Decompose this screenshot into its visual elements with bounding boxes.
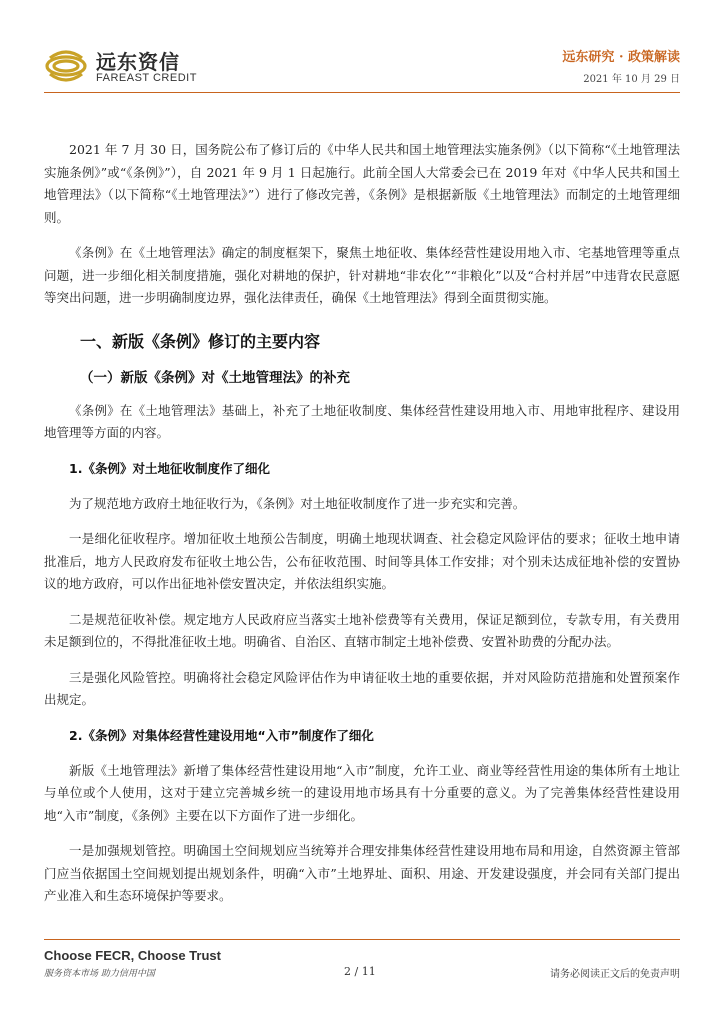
item-title-1: 1.《条例》对土地征收制度作了细化 — [69, 460, 270, 476]
brand-name-en: FAREAST CREDIT — [96, 72, 197, 84]
subsection-title-1: （一）新版《条例》对《土地管理法》的补充 — [80, 369, 350, 386]
item2-paragraph-1: 新版《土地管理法》新增了集体经营性建设用地“入市”制度，允许工业、商业等经营性用途的集体所有土地让与单位或个人使用，这对于建立完善城乡统一的建设用地市场具有十分重要的意义。为了完善集体经营性建设用地“入市”制度，《条例》主要在以下方面作了进一步细化。 — [44, 762, 680, 823]
intro-paragraph-1: 2021 年 7 月 30 日，国务院公布了修订后的《中华人民共和国土地管理法实施条例》（以下简称“《土地管理法实施条例》”或“《条例》”），自 2021 年 9 月 1 日起施行。此前全国人大常委会已在 2019 年对《中华人民共和国土地管理法》（以下简称“《土地管理法》”）进行了修改完善，《条例》是根据新版《土地管理法》而制定的土地管理细则。 — [44, 142, 680, 225]
footer-divider — [44, 939, 680, 940]
brand-name-cn: 远东资信 — [96, 50, 180, 74]
page-number: 2 / 11 — [344, 965, 376, 978]
page-header — [0, 0, 724, 100]
item1-paragraph-3: 二是规范征收补偿。规定地方人民政府应当落实土地补偿费等有关费用，保证足额到位，专款专用，有关费用未足额到位的，不得批准征收土地。明确省、自治区、直辖市制定土地补偿费、安置补助费的分配办法。 — [44, 611, 680, 649]
document-body — [44, 139, 680, 908]
footer-subtitle: 服务资本市场 助力信用中国 — [44, 969, 155, 979]
item2-paragraph-2: 一是加强规划管控。明确国土空间规划应当统筹并合理安排集体经营性建设用地布局和用途，自然资源主管部门应当依据国土空间规划提出规划条件，明确“入市”土地界址、面积、用途、开发建设强度，并会同有关部门提出产业准入和生态环境保护等要求。 — [44, 843, 680, 903]
footer-disclaimer: 请务必阅读正文后的免责声明 — [550, 969, 680, 980]
document-date: 2021 年 10 月 29 日 — [583, 74, 680, 85]
footer-slogan: Choose FECR, Choose Trust — [44, 948, 221, 963]
intro-paragraph-2: 《条例》在《土地管理法》确定的制度框架下，聚焦土地征收、集体经营性建设用地入市、宅基地管理等重点问题，进一步细化相关制度措施，强化对耕地的保护，针对耕地“非农化”“非粮化”以及“合村并居”中违背农民意愿等突出问题，进一步明确制度边界，强化法律责任，确保《土地管理法》得到全面贯彻实施。 — [44, 245, 680, 305]
item1-paragraph-4: 三是强化风险管控。明确将社会稳定风险评估作为申请征收土地的重要依据，并对风险防范措施和处置预案作出规定。 — [44, 669, 680, 707]
subsection-paragraph-1: 《条例》在《土地管理法》基础上，补充了土地征收制度、集体经营性建设用地入市、用地审批程序、建设用地管理等方面的内容。 — [44, 402, 680, 440]
item1-paragraph-1: 为了规范地方政府土地征收行为，《条例》对土地征收制度作了进一步充实和完善。 — [69, 495, 526, 511]
header-divider — [44, 92, 680, 93]
fareast-logo-icon — [44, 44, 88, 88]
section-title-1: 一、新版《条例》修订的主要内容 — [80, 331, 321, 351]
item-title-2: 2.《条例》对集体经营性建设用地“入市”制度作了细化 — [69, 727, 374, 743]
item1-paragraph-2: 一是细化征收程序。增加征收土地预公告制度，明确土地现状调查、社会稳定风险评估的要求；征收土地申请批准后，地方人民政府发布征收土地公告，公布征收范围、时间等具体工作安排；对个别未达成征地补偿的安置协议的地方政府，可以作出征地补偿安置决定，并依法组织实施。 — [44, 531, 680, 591]
document-type: 远东研究 · 政策解读 — [562, 50, 680, 65]
